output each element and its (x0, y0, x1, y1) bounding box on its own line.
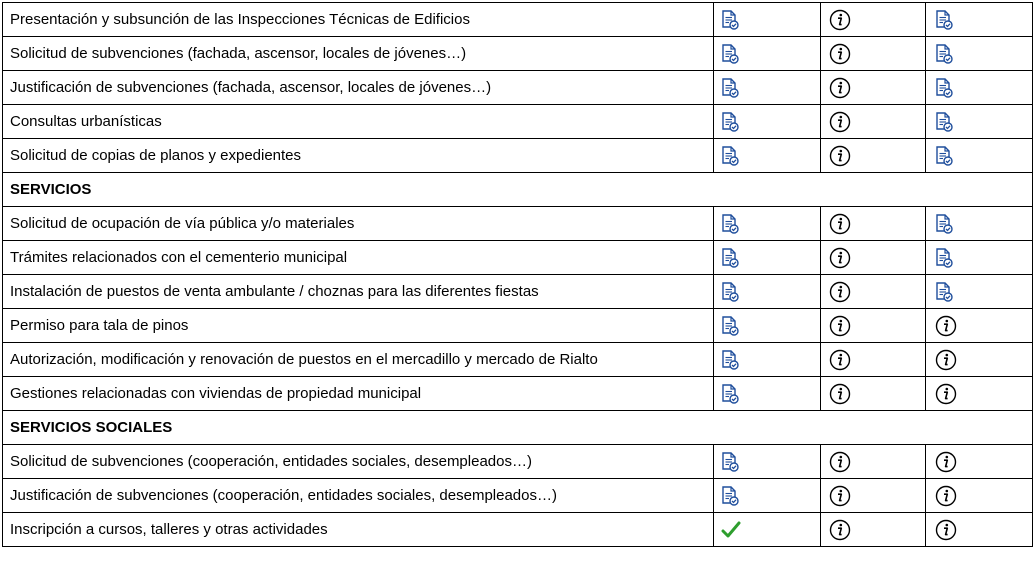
icon-cell (821, 309, 925, 343)
procedure-name: Permiso para tala de pinos (3, 309, 714, 343)
info-icon[interactable] (935, 315, 957, 337)
icon-cell (821, 71, 925, 105)
icon-cell (821, 275, 925, 309)
procedure-name: Consultas urbanísticas (3, 105, 714, 139)
info-icon[interactable] (829, 349, 851, 371)
icon-cell (925, 105, 1032, 139)
icon-cell (925, 241, 1032, 275)
info-icon[interactable] (829, 485, 851, 507)
procedure-name: Instalación de puestos de venta ambulante / choznas para las diferentes fiestas (3, 275, 714, 309)
document-check-icon[interactable] (721, 486, 739, 506)
icon-cell (925, 309, 1032, 343)
document-check-icon[interactable] (721, 78, 739, 98)
document-check-icon[interactable] (935, 44, 953, 64)
document-check-icon[interactable] (935, 282, 953, 302)
info-icon[interactable] (935, 485, 957, 507)
checkmark-icon (721, 520, 741, 540)
document-check-icon[interactable] (721, 282, 739, 302)
icon-cell (821, 513, 925, 547)
document-check-icon[interactable] (721, 112, 739, 132)
icon-cell (821, 377, 925, 411)
icon-cell (925, 445, 1032, 479)
section-header-row (3, 173, 1033, 207)
procedure-name: Solicitud de copias de planos y expedientes (3, 139, 714, 173)
table-row (3, 479, 1033, 513)
procedure-name: Gestiones relacionadas con viviendas de propiedad municipal (3, 377, 714, 411)
table-row (3, 105, 1033, 139)
icon-cell (925, 479, 1032, 513)
icon-cell (821, 241, 925, 275)
info-icon[interactable] (829, 451, 851, 473)
icon-cell (925, 343, 1032, 377)
table-row (3, 309, 1033, 343)
icon-cell (713, 207, 820, 241)
section-title: SERVICIOS (3, 173, 1033, 207)
icon-cell (713, 343, 820, 377)
icon-cell (713, 139, 820, 173)
procedure-name: Solicitud de subvenciones (fachada, ascensor, locales de jóvenes…) (3, 37, 714, 71)
document-check-icon[interactable] (721, 452, 739, 472)
icon-cell (821, 3, 925, 37)
document-check-icon[interactable] (721, 316, 739, 336)
icon-cell (713, 309, 820, 343)
table-row (3, 241, 1033, 275)
document-check-icon[interactable] (935, 10, 953, 30)
icon-cell (713, 513, 820, 547)
icon-cell (713, 479, 820, 513)
table-row (3, 445, 1033, 479)
document-check-icon[interactable] (935, 146, 953, 166)
icon-cell (713, 445, 820, 479)
table-row (3, 71, 1033, 105)
info-icon[interactable] (829, 281, 851, 303)
section-header-row (3, 411, 1033, 445)
procedures-table-body (3, 3, 1033, 547)
info-icon[interactable] (829, 9, 851, 31)
document-check-icon[interactable] (935, 214, 953, 234)
icon-cell (821, 139, 925, 173)
procedure-name: Solicitud de subvenciones (cooperación, entidades sociales, desempleados…) (3, 445, 714, 479)
icon-cell (925, 71, 1032, 105)
document-check-icon[interactable] (935, 78, 953, 98)
document-check-icon[interactable] (721, 44, 739, 64)
icon-cell (925, 139, 1032, 173)
table-row (3, 139, 1033, 173)
info-icon[interactable] (829, 213, 851, 235)
icon-cell (713, 3, 820, 37)
icon-cell (925, 513, 1032, 547)
document-check-icon[interactable] (721, 10, 739, 30)
info-icon[interactable] (935, 519, 957, 541)
icon-cell (821, 207, 925, 241)
table-row (3, 513, 1033, 547)
document-check-icon[interactable] (721, 384, 739, 404)
icon-cell (821, 105, 925, 139)
procedure-name: Presentación y subsunción de las Inspecciones Técnicas de Edificios (3, 3, 714, 37)
icon-cell (821, 479, 925, 513)
icon-cell (713, 275, 820, 309)
procedure-name: Justificación de subvenciones (cooperación, entidades sociales, desempleados…) (3, 479, 714, 513)
icon-cell (713, 105, 820, 139)
procedures-table (2, 2, 1033, 547)
info-icon[interactable] (829, 145, 851, 167)
info-icon[interactable] (829, 519, 851, 541)
icon-cell (713, 241, 820, 275)
info-icon[interactable] (829, 43, 851, 65)
document-check-icon[interactable] (721, 248, 739, 268)
table-row (3, 3, 1033, 37)
info-icon[interactable] (829, 383, 851, 405)
info-icon[interactable] (829, 247, 851, 269)
icon-cell (713, 377, 820, 411)
icon-cell (713, 71, 820, 105)
table-row (3, 377, 1033, 411)
procedure-name: Justificación de subvenciones (fachada, ascensor, locales de jóvenes…) (3, 71, 714, 105)
icon-cell (925, 275, 1032, 309)
icon-cell (713, 37, 820, 71)
info-icon[interactable] (829, 315, 851, 337)
document-check-icon[interactable] (721, 146, 739, 166)
info-icon[interactable] (829, 111, 851, 133)
procedure-name: Inscripción a cursos, talleres y otras actividades (3, 513, 714, 547)
info-icon[interactable] (935, 349, 957, 371)
table-row (3, 37, 1033, 71)
table-row (3, 207, 1033, 241)
info-icon[interactable] (935, 451, 957, 473)
icon-cell (925, 377, 1032, 411)
procedure-name: Autorización, modificación y renovación de puestos en el mercadillo y mercado de Rialto (3, 343, 714, 377)
icon-cell (821, 343, 925, 377)
icon-cell (925, 207, 1032, 241)
document-check-icon[interactable] (935, 248, 953, 268)
procedure-name: Solicitud de ocupación de vía pública y/o materiales (3, 207, 714, 241)
icon-cell (821, 445, 925, 479)
icon-cell (821, 37, 925, 71)
info-icon[interactable] (935, 383, 957, 405)
icon-cell (925, 3, 1032, 37)
section-title: SERVICIOS SOCIALES (3, 411, 1033, 445)
document-check-icon[interactable] (721, 350, 739, 370)
procedure-name: Trámites relacionados con el cementerio municipal (3, 241, 714, 275)
info-icon[interactable] (829, 77, 851, 99)
document-check-icon[interactable] (935, 112, 953, 132)
table-row (3, 343, 1033, 377)
table-row (3, 275, 1033, 309)
icon-cell (925, 37, 1032, 71)
document-check-icon[interactable] (721, 214, 739, 234)
